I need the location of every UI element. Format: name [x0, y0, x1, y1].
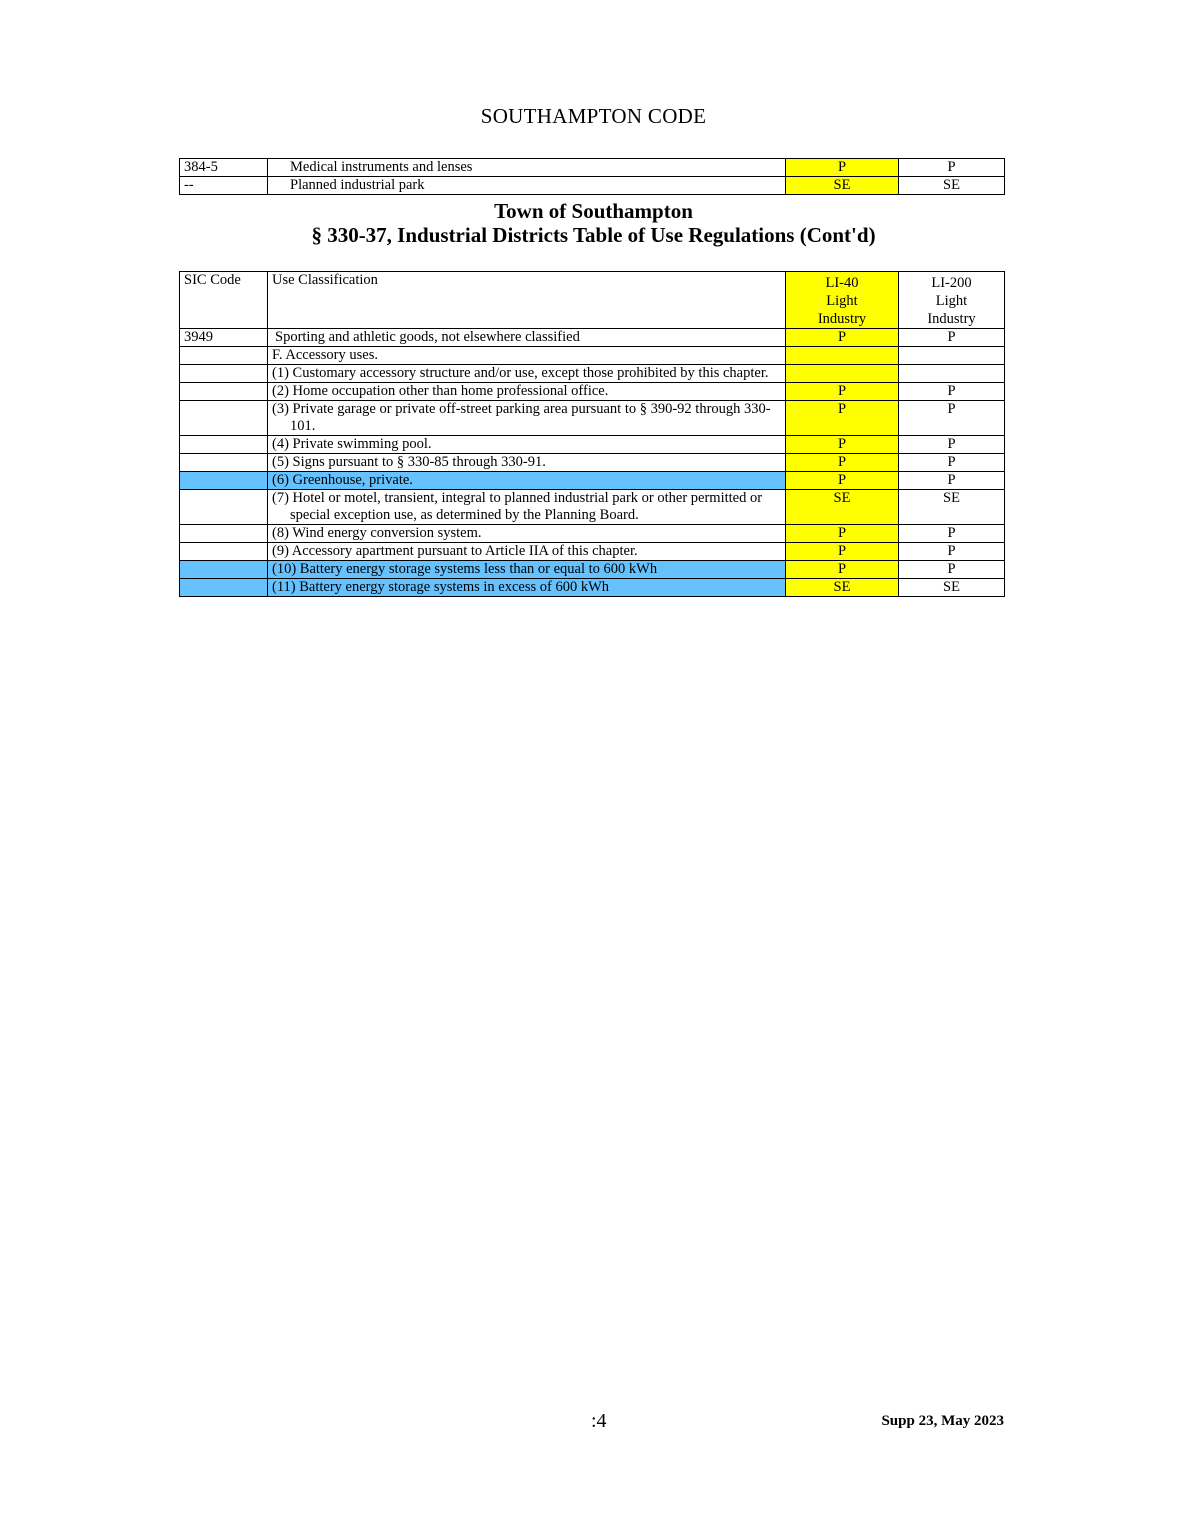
use-classification-cell: (1) Customary accessory structure and/or use, except those prohibited by this chapter.: [268, 365, 786, 383]
use-classification-cell: (5) Signs pursuant to § 330-85 through 330-91.: [268, 454, 786, 472]
li200-cell: [899, 347, 1005, 365]
use-classification-cell: (11) Battery energy storage systems in excess of 600 kWh: [268, 579, 786, 597]
li200-cell: P: [899, 561, 1005, 579]
page-number: :4: [591, 1410, 607, 1432]
sic-code-cell: [180, 365, 268, 383]
li40-cell: P: [786, 383, 899, 401]
li40-cell: SE: [786, 490, 899, 525]
li200-cell: [899, 365, 1005, 383]
sic-code-cell: 3949: [180, 329, 268, 347]
table-title: Town of Southampton: [494, 199, 693, 223]
li200-cell: SE: [899, 579, 1005, 597]
li200-cell: P: [899, 454, 1005, 472]
sic-code-cell: [180, 401, 268, 436]
column-header-sic: SIC Code: [180, 272, 268, 329]
use-classification-cell: (7) Hotel or motel, transient, integral to planned industrial park or other permitted or special exception use, as determined by the Planning Board.: [268, 490, 786, 525]
use-classification-cell: (6) Greenhouse, private.: [268, 472, 786, 490]
use-classification-cell: (3) Private garage or private off-street parking area pursuant to § 390-92 through 330-101.: [268, 401, 786, 436]
li40-cell: P: [786, 561, 899, 579]
sic-code-cell: [180, 490, 268, 525]
li40-cell: SE: [786, 579, 899, 597]
sic-code-cell: 384-5: [180, 159, 268, 177]
use-classification-cell: Sporting and athletic goods, not elsewhere classified: [268, 329, 786, 347]
table-header-row: [180, 272, 1005, 329]
sic-code-cell: [180, 454, 268, 472]
table-row: [180, 579, 1005, 597]
li200-cell: P: [899, 472, 1005, 490]
table-row: [180, 454, 1005, 472]
use-classification-cell: (8) Wind energy conversion system.: [268, 525, 786, 543]
table-row: [180, 347, 1005, 365]
li200-cell: SE: [899, 490, 1005, 525]
page-header: SOUTHAMPTON CODE: [480, 104, 707, 128]
li40-cell: P: [786, 401, 899, 436]
use-classification-cell: (10) Battery energy storage systems less than or equal to 600 kWh: [268, 561, 786, 579]
li200-cell: P: [899, 525, 1005, 543]
use-classification-cell: (9) Accessory apartment pursuant to Article IIA of this chapter.: [268, 543, 786, 561]
supplement-date: Supp 23, May 2023: [881, 1413, 1004, 1429]
sic-code-cell: [180, 436, 268, 454]
sic-code-cell: [180, 543, 268, 561]
sic-code-cell: [180, 579, 268, 597]
li200-cell: P: [899, 329, 1005, 347]
sic-code-cell: [180, 525, 268, 543]
top-table-continuation: [179, 158, 1005, 195]
header-line: Light: [935, 293, 968, 309]
use-classification-cell: Medical instruments and lenses: [268, 159, 786, 177]
li200-cell: P: [899, 436, 1005, 454]
column-header-li40: [786, 272, 899, 329]
li40-cell: P: [786, 436, 899, 454]
header-line: Light: [826, 293, 858, 309]
header-line: LI-200: [931, 275, 972, 291]
column-header-li200: [899, 272, 1005, 329]
li200-cell: SE: [899, 177, 1005, 195]
table-row: [180, 383, 1005, 401]
table-row: [180, 490, 1005, 525]
sic-code-cell: [180, 347, 268, 365]
table-row: [180, 159, 1005, 177]
use-classification-cell: F. Accessory uses.: [268, 347, 786, 365]
column-header-use: Use Classification: [268, 272, 786, 329]
table-row: [180, 525, 1005, 543]
li40-cell: P: [786, 159, 899, 177]
li40-cell: [786, 347, 899, 365]
table-row: [180, 561, 1005, 579]
sic-code-cell: [180, 561, 268, 579]
li200-cell: P: [899, 543, 1005, 561]
use-regulations-table: [179, 271, 1005, 597]
li40-cell: P: [786, 525, 899, 543]
header-line: Industry: [927, 311, 976, 327]
header-line: LI-40: [825, 275, 859, 291]
table-row: [180, 329, 1005, 347]
li200-cell: P: [899, 401, 1005, 436]
header-line: Industry: [817, 311, 867, 327]
li40-cell: [786, 365, 899, 383]
li40-cell: P: [786, 472, 899, 490]
li200-cell: P: [899, 383, 1005, 401]
li40-cell: P: [786, 454, 899, 472]
li40-cell: SE: [786, 177, 899, 195]
sic-code-cell: --: [180, 177, 268, 195]
sic-code-cell: [180, 383, 268, 401]
sic-code-cell: [180, 472, 268, 490]
table-row: [180, 436, 1005, 454]
table-subtitle: § 330-37, Industrial Districts Table of Use Regulations (Cont'd): [311, 223, 876, 247]
table-row: [180, 177, 1005, 195]
table-row: [180, 401, 1005, 436]
table-row: [180, 543, 1005, 561]
table-row: [180, 365, 1005, 383]
li40-cell: P: [786, 543, 899, 561]
li40-cell: P: [786, 329, 899, 347]
li200-cell: P: [899, 159, 1005, 177]
use-classification-cell: (4) Private swimming pool.: [268, 436, 786, 454]
use-classification-cell: Planned industrial park: [268, 177, 786, 195]
use-classification-cell: (2) Home occupation other than home professional office.: [268, 383, 786, 401]
table-row: [180, 472, 1005, 490]
